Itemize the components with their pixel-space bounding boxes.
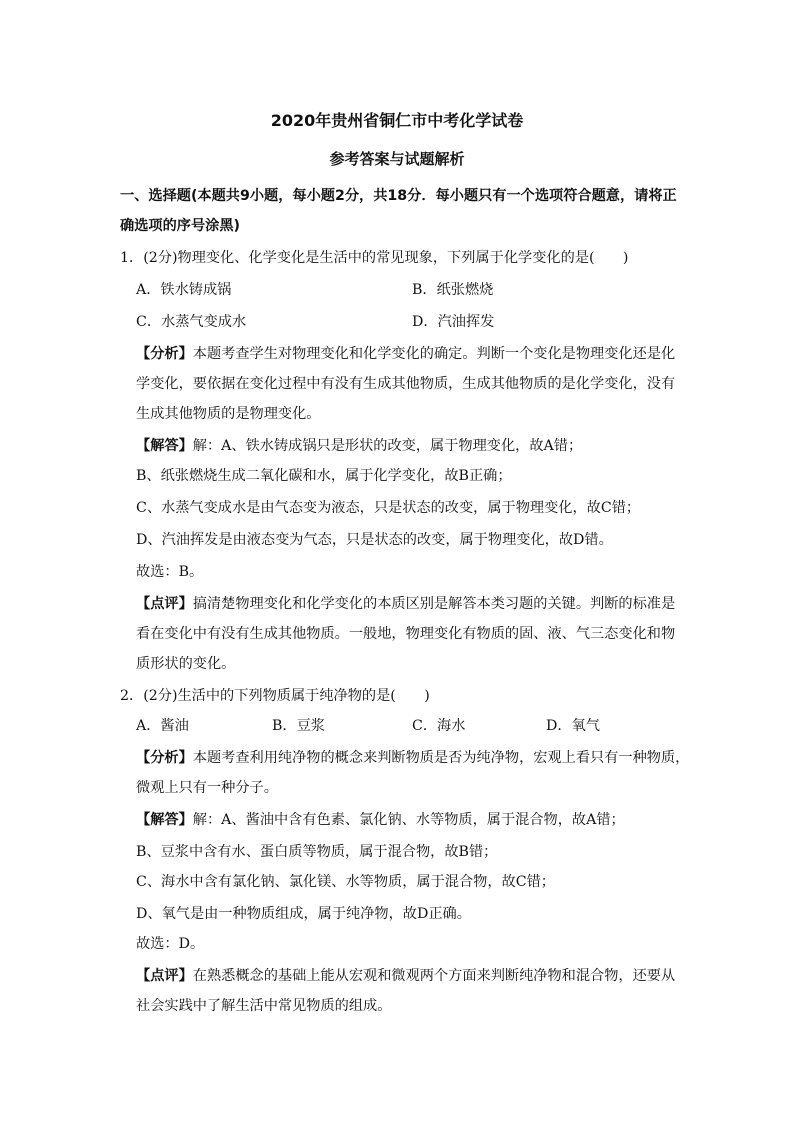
q2-option-b: B．豆浆 [272,718,325,734]
answer-text: 解：A、铁水铸成锅只是形状的改变，属于物理变化，故A错； [192,438,583,454]
q1-answer-line1 [136,436,582,456]
q2-choice: 故选：D。 [136,936,205,952]
q2-answer-line2: B、豆浆中含有水、蛋白质等物质，属于混合物，故B错； [136,844,498,860]
q1-option-a: A．铁水铸成锅 [136,282,232,298]
q1-option-d: D．汽油挥发 [412,314,495,330]
section-heading-line1: 一、选择题(本题共9小题，每小题2分，共18分．每小题只有一个选项符合题意，请将正 [120,188,677,204]
answer-tag: 【解答】 [136,438,193,454]
q2-comment-line2: 社会实践中了解生活中常见物质的组成。 [136,998,392,1014]
q2-analysis-line2: 微观上只有一种分子。 [136,780,278,796]
analysis-text: 本题考查学生对物理变化和化学变化的确定。判断一个变化是物理变化还是化 [192,346,676,362]
document-title: 2020年贵州省铜仁市中考化学试卷 [270,111,524,130]
q1-choice: 故选：B。 [136,564,204,580]
q1-comment-line2: 看在变化中有没有生成其他物质。一般地，物理变化有物质的固、液、气三态变化和物 [136,626,676,642]
comment-tag: 【点评】 [136,596,193,612]
q1-stem: 1．(2分)物理变化、化学变化是生活中的常见现象，下列属于化学变化的是( ) [120,250,629,266]
analysis-text: 本题考查利用纯净物的概念来判断物质是否为纯净物，宏观上看只有一种物质， [192,750,690,766]
q2-analysis-line1 [136,748,689,768]
q1-comment-line1 [136,594,675,614]
q2-stem: 2．(2分)生活中的下列物质属于纯净物的是( ) [120,688,430,704]
section-heading-line2: 确选项的序号涂黑) [120,218,240,234]
q1-comment-line3: 质形状的变化。 [136,656,236,672]
q1-option-b: B．纸张燃烧 [412,282,494,298]
analysis-tag: 【分析】 [136,750,193,766]
q1-analysis-line3: 生成其他物质的是物理变化。 [136,406,321,422]
analysis-tag: 【分析】 [136,346,193,362]
comment-tag: 【点评】 [136,968,193,984]
document-subtitle: 参考答案与试题解析 [329,150,465,168]
q1-answer-line4: D、汽油挥发是由液态变为气态，只是状态的改变，属于物理变化，故D错。 [136,532,613,548]
q1-analysis-line1 [136,344,675,364]
q2-answer-line1 [136,810,625,830]
q2-option-c: C．海水 [412,718,466,734]
q2-comment-line1 [136,966,675,986]
answer-tag: 【解答】 [136,812,193,828]
q1-answer-line3: C、水蒸气变成水是由气态变为液态，只是状态的改变，属于物理变化，故C错； [136,500,641,516]
comment-text: 在熟悉概念的基础上能从宏观和微观两个方面来判断纯净物和混合物，还要从 [192,968,676,984]
q2-option-d: D．氧气 [546,718,600,734]
comment-text: 搞清楚物理变化和化学变化的本质区别是解答本类习题的关键。判断的标准是 [192,596,676,612]
answer-text: 解：A、酱油中含有色素、氯化钠、水等物质，属于混合物，故A错； [192,812,625,828]
q2-answer-line4: D、氧气是由一种物质组成，属于纯净物，故D正确。 [136,906,471,922]
q2-answer-line3: C、海水中含有氯化钠、氯化镁、水等物质，属于混合物，故C错； [136,874,555,890]
q2-option-a: A．酱油 [136,718,189,734]
q1-answer-line2: B、纸张燃烧生成二氧化碳和水，属于化学变化，故B正确； [136,468,512,484]
q1-option-c: C．水蒸气变成水 [136,314,247,330]
q1-analysis-line2: 学变化，要依据在变化过程中有没有生成其他物质，生成其他物质的是化学变化，没有 [136,376,676,392]
